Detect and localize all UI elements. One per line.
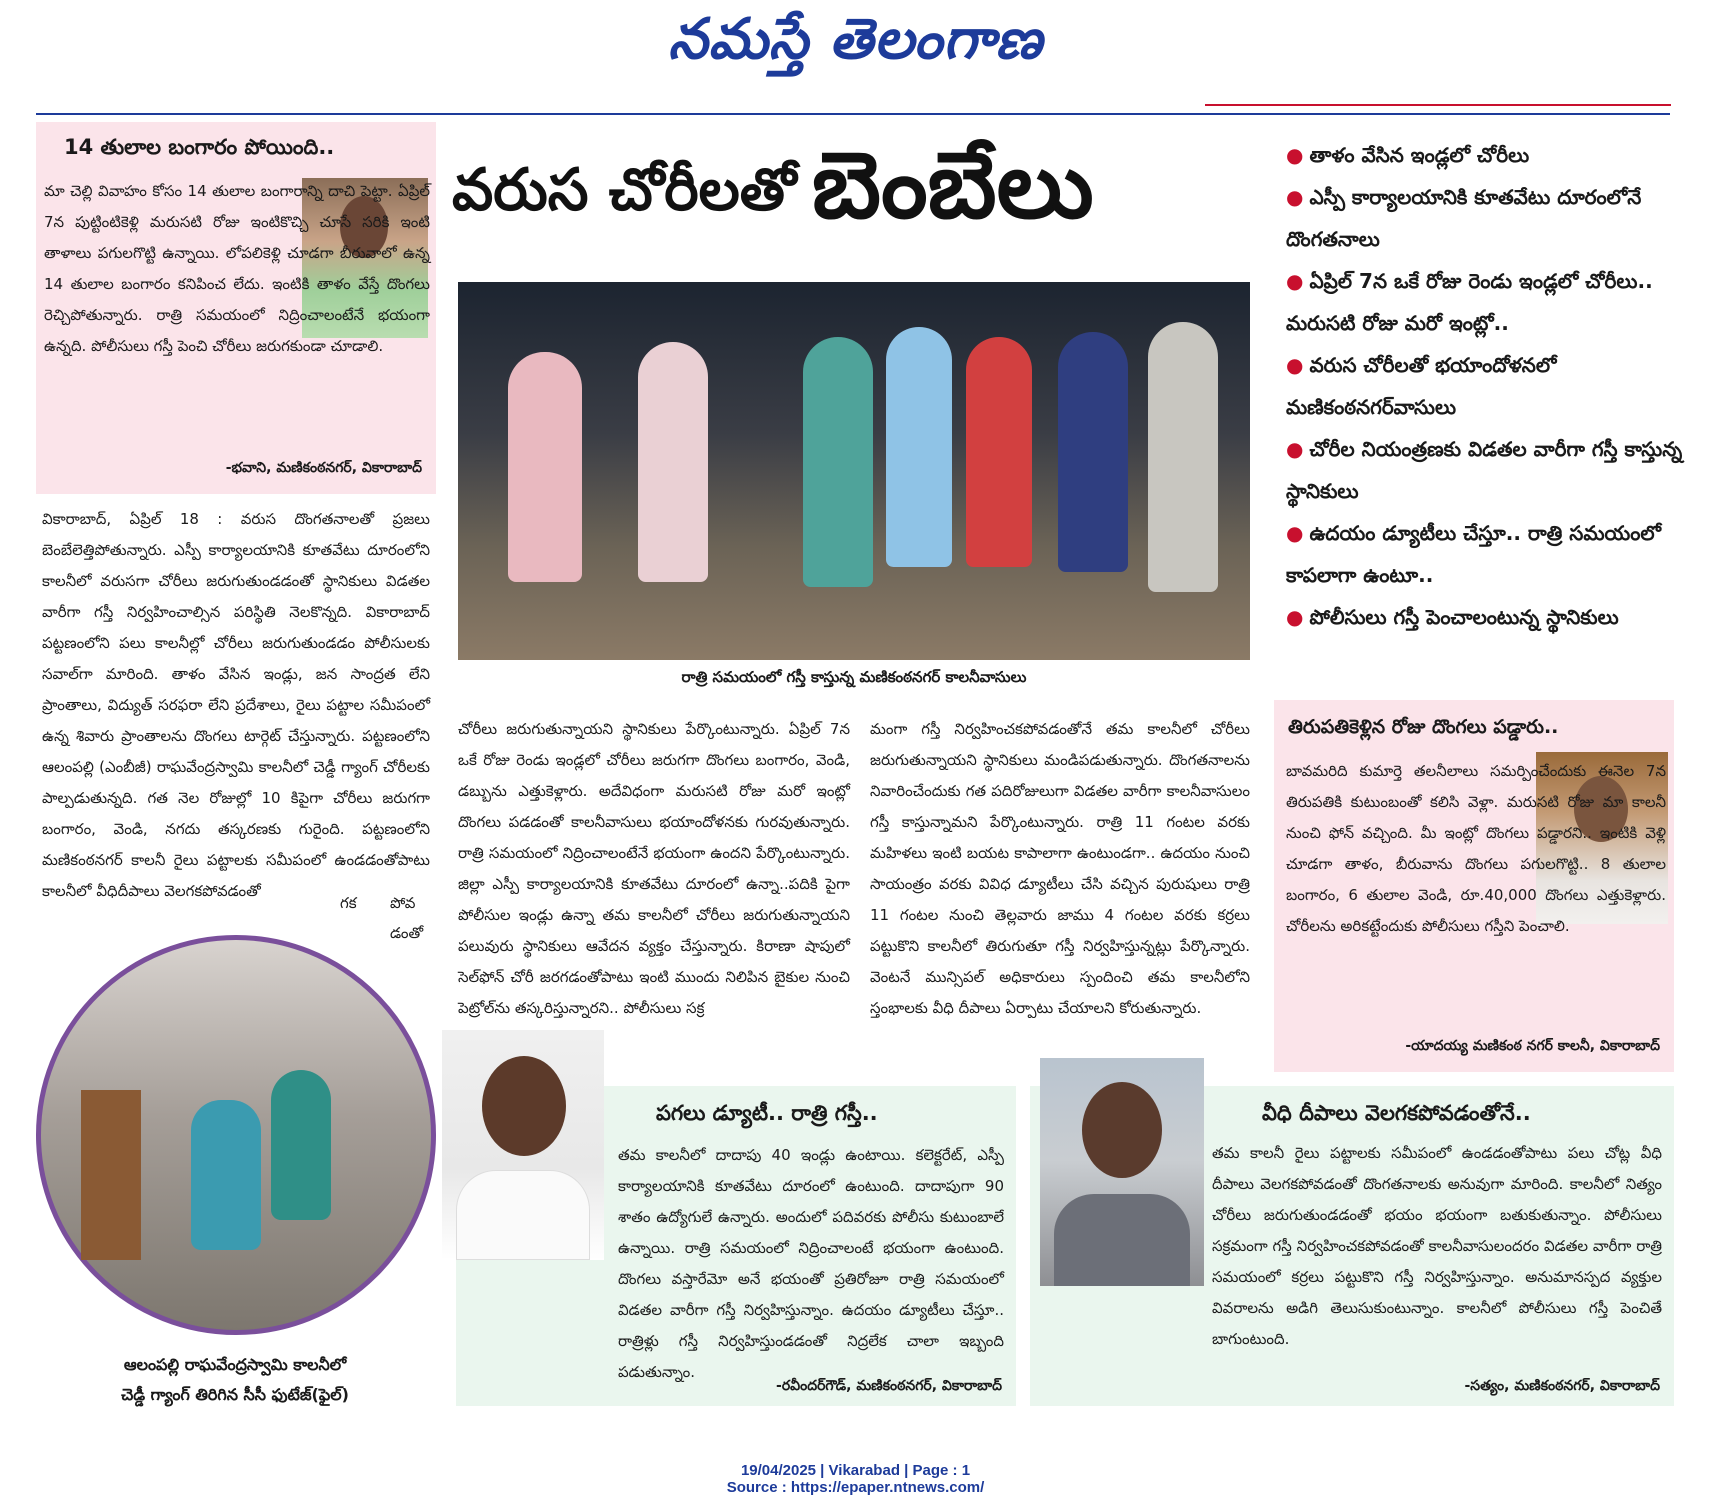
bullet-dot-icon: ● [1286,605,1304,629]
left-box [36,122,436,494]
mid-column-1-body: చోరీలు జరుగుతున్నాయని స్థానికులు పేర్కొంటున్నారు. ఏప్రిల్ 7న ఒకే రోజు రెండు ఇండ్లలో చోరీలు జరుగగా దొంగలు బంగారం, వెండి, డబ్బును ఎత్తుకెళ్లారు. అదేవిధంగా మరుసటి రోజు మరో ఇంట్లో దొంగలు పడడంతో కాలనీవాసులు భయాందోళనకు గురవుతున్నారు. రాత్రి సమయంలో నిద్రించాలంటేనే భయంగా ఉందని పేర్కొంటున్నారు. జిల్లా ఎస్పీ కార్యాలయానికి కూతవేటు దూరంలో ఉన్నా..పదికి పైగా పోలీసుల ఇండ్లు ఉన్నా తమ కాలనీలో చోరీలు జరుగుతున్నాయని పలువురు స్థానికులు ఆవేదన వ్యక్తం చేస్తున్నారు. కిరాణా షాపులో సెల్‌ఫోన్ చోరీ జరగడంతోపాటు ఇంటి ముందు నిలిపిన బైకుల నుంచి పెట్రోల్‌ను తస్కరిస్తున్నారని.. పోలీసులు సక్ర [458,720,850,1017]
bullet-item: ● ఏప్రిల్ 7న ఒకే రోజు రెండు ఇండ్లలో చోరీలు.. మరుసటి రోజు మరో ఇంట్లో.. [1286,269,1653,335]
right-box-signature: -యాదయ్య మణికంఠ నగర్ కాలనీ, వికారాబాద్ [1405,1038,1660,1054]
satyam-face [1082,1082,1162,1178]
photo-person-4 [886,327,952,567]
footer [0,1462,1711,1496]
left-box-signature: -భవాని, మణికంఠనగర్, వికారాబాద్ [225,460,422,476]
ravinder-face [482,1056,566,1156]
left-box-body: మా చెల్లి వివాహం కోసం 14 తులాల బంగారాన్ని దాచి పెట్టా. ఏప్రిల్ 7న పుట్టింటికెళ్లి మరుసటి రోజు ఇంటికొచ్చి చూసే సరికి ఇంటి తాళాలు పగులగొట్టి ఉన్నాయి. లోపలికెళ్లి చూడగా బీరువాలో ఉన్న 14 తులాల బంగారం కనిపించ లేదు. ఇంటికి తాళం వేస్తే దొంగలు రెచ్చిపోతున్నారు. రాత్రి సమయంలో నిద్రించాలంటేనే భయంగా ఉన్నది. పోలీసులు గస్తీ పెంచి చోరీలు జరుగకుండా చూడాలి. [44,182,430,355]
bullet-item: ● ఉదయం డ్యూటీలు చేస్తూ.. రాత్రి సమయంలో కాపలాగా ఉంటూ.. [1286,521,1661,587]
bullet-list [1286,134,1686,638]
photo-person-3 [803,337,873,587]
photo-person-2 [638,342,708,582]
left-box-title: 14 తులాల బంగారం పోయింది.. [64,135,335,159]
bullet-dot-icon: ● [1286,437,1304,461]
photo-person-5 [966,337,1032,567]
main-photo [458,282,1250,660]
satyam-photo [1040,1058,1204,1286]
cctv-caption-line-2: చెడ్డీ గ్యాంగ్ తిరిగిన సీసీ ఫుటేజ్(ఫైల్) [121,1385,349,1404]
footer-source: Source : https://epaper.ntnews.com/ [726,1479,985,1496]
bullet-item: ● తాళం వేసిన ఇండ్లలో చోరీలు [1286,143,1530,167]
bullet-dot-icon: ● [1286,521,1304,545]
cctv-door [81,1090,141,1260]
bottom-left-box-title: పగలు డ్యూటీ.. రాత్రి గస్తీ.. [656,1101,878,1125]
right-box-title: తిరుపతికెళ్లిన రోజు దొంగలు పడ్డారు.. [1288,716,1559,738]
bottom-right-box-title: వీధి దీపాలు వెలగకపోవడంతోనే.. [1262,1101,1531,1125]
right-box-body: బావమరిది కుమార్తె తలనీలాలు సమర్పించేందుకు ఈనెల 7న తిరుపతికి కుటుంబంతో కలిసి వెళ్లా. మరుసటి రోజు మా కాలనీ నుంచి ఫోన్ వచ్చింది. మీ ఇంట్లో దొంగలు పడ్డారని.. ఇంటికి వెళ్లి చూడగా తాళం, బీరువాను దొంగలు పగులగొట్టి.. 8 తులాల బంగారం, 6 తులాల వెండి, రూ.40,000 దొంగలు ఎత్తుకెళ్లారు. చోరీలను అరికట్టేందుకు పోలీసులు గస్తీని పెంచాలి. [1286,762,1666,935]
satyam-shirt [1054,1194,1190,1286]
main-photo-caption: రాత్రి సమయంలో గస్తీ కాస్తున్న మణికంఠనగర్ కాలనీవాసులు [681,668,1027,686]
lead-article-tail-3: డంతో [390,924,424,942]
cctv-caption [60,1350,410,1410]
bullet-dot-icon: ● [1286,353,1304,377]
photo-person-7 [1148,322,1218,592]
cctv-person-1 [191,1100,261,1250]
lead-article-body: వికారాబాద్, ఏప్రిల్ 18 : వరుస దొంగతనాలతో ప్రజలు బెంబేలెత్తిపోతున్నారు. ఎస్పీ కార్యాలయానికి కూతవేటు దూరంలోని కాలనీలో వరుసగా చోరీలు జరుగుతుండడంతో స్థానికులు విడతల వారీగా గస్తీ నిర్వహించాల్సిన పరిస్థితి నెలకొన్నది. వికారాబాద్ పట్టణంలోని పలు కాలనీల్లో చోరీలు జరుగుతుండడం పోలీసులకు సవాల్‌గా మారింది. తాళం వేసిన ఇండ్లు, జన సాంద్రత లేని ప్రాంతాలు, విద్యుత్ సరఫరా లేని ప్రదేశాలు, రైలు పట్టాల సమీపంలో ఉన్న శివారు ప్రాంతాలను దొంగలు టార్గెట్ చేస్తున్నారు. పట్టణంలోని ఆలంపల్లి (ఎంబీజీ) రాఘవేంద్రస్వామి కాలనీలో చెడ్డీ గ్యాంగ్ చోరీలకు పాల్పడుతున్నది. గత నెల రోజుల్లో 10 కిపైగా చోరీలు జరుగగా బంగారం, వెండి, నగదు తస్కరణకు గురైంది. పట్టణంలోని మణికంఠనగర్ కాలనీ రైలు పట్టాలకు సమీపంలో ఉండడంతోపాటు కాలనీలో వీధిదీపాలు వెలగకపోవడంతో [42,510,430,900]
footer-dateline: 19/04/2025 | Vikarabad | Page : 1 [740,1462,971,1479]
bottom-left-box-body: తమ కాలనీలో దాదాపు 40 ఇండ్లు ఉంటాయి. కలెక్టరేట్, ఎస్పీ కార్యాలయానికి కూతవేటు దూరంలో ఉంటుంది. దాదాపుగా 90 శాతం ఉద్యోగులే ఉన్నారు. అందులో పదివరకు పోలీసు కుటుంబాలే ఉన్నాయి. రాత్రి సమయంలో నిద్రించాలంటే భయంగా ఉంటుంది. దొంగలు వస్తారేమో అనే భయంతో ప్రతిరోజూ రాత్రి సమయంలో విడతల వారీగా గస్తీ నిర్వహిస్తున్నాం. ఉదయం డ్యూటీలు చేస్తూ.. రాత్రిళ్లు గస్తీ నిర్వహిస్తుండడంతో నిద్రలేక చాలా ఇబ్బంది పడుతున్నాం. [618,1146,1004,1381]
photo-person-1 [508,352,582,582]
bullet-item: ● ఎస్పీ కార్యాలయానికి కూతవేటు దూరంలోనే దొంగతనాలు [1286,185,1642,251]
masthead-red-rule [1205,104,1671,106]
masthead-blue-rule [36,113,1670,115]
bullet-item: ● పోలీసులు గస్తీ పెంచాలంటున్న స్థానికులు [1286,605,1619,629]
bottom-right-box-body: తమ కాలనీ రైలు పట్టాలకు సమీపంలో ఉండడంతోపాటు పలు చోట్ల వీధి దీపాలు వెలగకపోవడంతో దొంగతనాలకు అనువుగా మారింది. కాలనీలో నిత్యం చోరీలు జరుగుతుండడంతో భయం భయంగా బతుకుతున్నాం. పోలీసులు సక్రమంగా గస్తీ నిర్వహించకపోవడంతో కాలనీవాసులందరం విడతల వారీగా రాత్రి సమయంలో కర్రలు పట్టుకొని గస్తీ నిర్వహిస్తున్నాం. అనుమానస్పద వ్యక్తుల వివరాలను అడిగి తెలుసుకుంటున్నాం. కాలనీలో పోలీసులు గస్తీ పెంచితే బాగుంటుంది. [1212,1144,1662,1348]
mid-column-2-body: మంగా గస్తీ నిర్వహించకపోవడంతోనే తమ కాలనీలో చోరీలు జరుగుతున్నాయని స్థానికులు మండిపడుతున్నారు. దొంగతనాలను నివారించేందుకు గత పదిరోజులుగా విడతల వారీగా కాలనీవాసులం గస్తీ కాస్తున్నామని పేర్కొంటున్నారు. రాత్రి 11 గంటల వరకు మహిళలు ఇంటి బయట కాపాలాగా ఉంటుండగా.. ఉదయం నుంచి సాయంత్రం వరకు వివిధ డ్యూటీలు చేసి వచ్చిన పురుషులు రాత్రి 11 గంటల నుంచి తెల్లవారు జాము 4 గంటల వరకు కర్రలు పట్టుకొని కాలనీలో తిరుగుతూ గస్తీ నిర్వహిస్తున్నట్లు పేర్కొన్నారు. వెంటనే మున్సిపల్ అధికారులు స్పందించి తమ కాలనీలోని స్తంభాలకు వీధి దీపాలు ఏర్పాటు చేయాలని కోరుతున్నారు. [870,720,1250,1017]
masthead-title: నమస్తే తెలంగాణ [668,6,1043,72]
right-box [1274,700,1674,1072]
photo-person-6 [1058,332,1128,572]
masthead [0,0,1711,100]
main-headline [452,132,1282,262]
bullet-item: ● వరుస చోరీలతో భయాందోళనలో మణికంఠనగర్‌వాసులు [1286,353,1557,419]
bottom-left-box-signature: -రవీందర్‌గౌడ్, మణికంఠనగర్, వికారాబాద్ [776,1378,1002,1394]
bullet-dot-icon: ● [1286,185,1304,209]
bullet-item: ● చోరీల నియంత్రణకు విడతల వారీగా గస్తీ కాస్తున్న స్థానికులు [1286,437,1683,503]
lead-article-tail-2: పోవ [390,894,416,912]
ravinder-shirt [456,1170,590,1260]
main-headline-part-2: బెంబేలు [812,132,1094,239]
ravinder-photo [442,1030,604,1260]
main-headline-part-1: వరుస చోరీలతో [452,155,797,224]
bottom-right-box-signature: -సత్యం, మణికంఠనగర్, వికారాబాద్ [1464,1378,1660,1394]
cctv-caption-line-1: ఆలంపల్లి రాఘవేంద్రస్వామి కాలనీలో [123,1355,347,1374]
cctv-person-2 [271,1070,331,1220]
bullet-dot-icon: ● [1286,143,1304,167]
cctv-photo [36,935,436,1335]
lead-article-tail-1: గక [340,894,357,912]
bullet-dot-icon: ● [1286,269,1304,293]
